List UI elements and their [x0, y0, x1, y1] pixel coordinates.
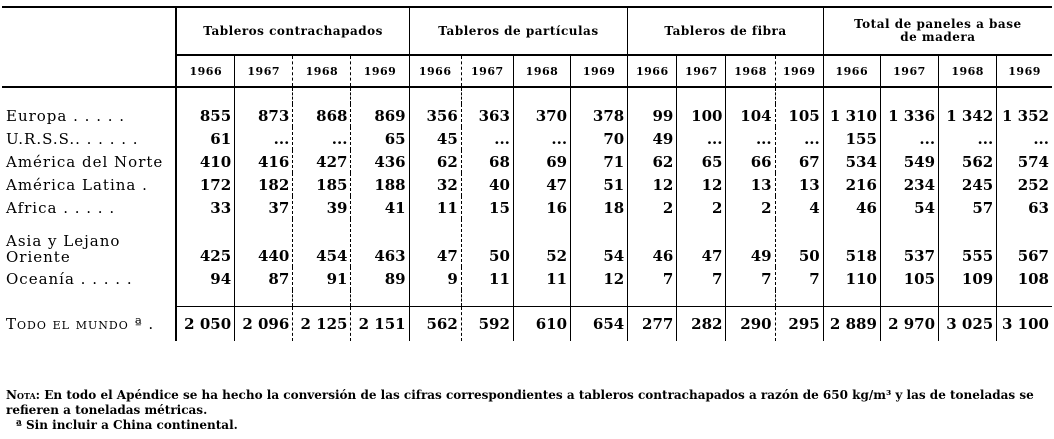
year-header: 1968 [293, 55, 351, 87]
nota-paragraph [6, 388, 1050, 418]
table-cell: 562 [409, 307, 461, 342]
year-header: 1969 [775, 55, 823, 87]
table-cell: 592 [461, 307, 513, 342]
table-cell: 4 [775, 196, 823, 219]
table-cell: 654 [571, 307, 628, 342]
table-cell: 40 [461, 173, 513, 196]
table-cell: 356 [409, 104, 461, 127]
spacer-cell [628, 290, 677, 307]
table-cell: 252 [997, 173, 1052, 196]
table-cell: ... [461, 127, 513, 150]
spacer-cell [775, 87, 823, 104]
total-label: Todo el mundo ª . [6, 314, 155, 333]
table-cell: 868 [293, 104, 351, 127]
table-cell: 425 [176, 219, 234, 267]
table-row [2, 267, 1052, 290]
table-cell: 65 [351, 127, 409, 150]
table-cell: 610 [513, 307, 570, 342]
table-cell: 99 [628, 104, 677, 127]
table-cell: 562 [939, 150, 997, 173]
table-cell: 2 096 [235, 307, 293, 342]
table-cell: 70 [571, 127, 628, 150]
year-header: 1968 [939, 55, 997, 87]
year-header: 1967 [235, 55, 293, 87]
table-cell: 51 [571, 173, 628, 196]
table-cell: 2 970 [880, 307, 938, 342]
spacer-cell [775, 290, 823, 307]
table-cell: 11 [461, 267, 513, 290]
region-label: América del Norte [6, 152, 164, 171]
table-cell: 1 310 [823, 104, 880, 127]
table-cell: 12 [571, 267, 628, 290]
table-cell: 91 [293, 267, 351, 290]
table-cell: 11 [409, 196, 461, 219]
table-cell: 463 [351, 219, 409, 267]
table-row [2, 127, 1052, 150]
table-cell: 3 100 [997, 307, 1052, 342]
spacer-cell [880, 87, 938, 104]
table-cell: 104 [726, 104, 775, 127]
table-cell: 50 [775, 219, 823, 267]
spacer-row [2, 290, 1052, 307]
table-cell: 57 [939, 196, 997, 219]
table-cell: 2 125 [293, 307, 351, 342]
year-header: 1966 [823, 55, 880, 87]
year-header: 1966 [409, 55, 461, 87]
table-cell: 1 342 [939, 104, 997, 127]
table-cell: 277 [628, 307, 677, 342]
table-row [2, 104, 1052, 127]
table-cell: 47 [513, 173, 570, 196]
table-cell: 537 [880, 219, 938, 267]
table-cell: 47 [409, 219, 461, 267]
table-cell: 574 [997, 150, 1052, 173]
table-cell: 2 [726, 196, 775, 219]
year-header: 1967 [461, 55, 513, 87]
table-cell: ... [235, 127, 293, 150]
group-header-total-paneles: Total de paneles a base de madera [823, 7, 1052, 55]
spacer-cell [939, 87, 997, 104]
table-cell: 12 [628, 173, 677, 196]
spacer-cell [2, 290, 176, 307]
table-cell: 518 [823, 219, 880, 267]
table-cell: 427 [293, 150, 351, 173]
total-row [2, 307, 1052, 342]
table-cell: 94 [176, 267, 234, 290]
table-row [2, 196, 1052, 219]
table-cell: 182 [235, 173, 293, 196]
table-cell: 54 [880, 196, 938, 219]
table-cell: 108 [997, 267, 1052, 290]
table-cell: 1 336 [880, 104, 938, 127]
table-cell: 33 [176, 196, 234, 219]
spacer-cell [409, 290, 461, 307]
spacer-cell [235, 87, 293, 104]
table-cell: 63 [997, 196, 1052, 219]
table-cell: ... [513, 127, 570, 150]
year-header: 1966 [176, 55, 234, 87]
table-cell: 2 [677, 196, 726, 219]
table-cell: 1 352 [997, 104, 1052, 127]
table-cell: 2 050 [176, 307, 234, 342]
year-header: 1969 [997, 55, 1052, 87]
table-cell: 109 [939, 267, 997, 290]
footnotes [6, 388, 1050, 433]
table-cell: 185 [293, 173, 351, 196]
table-cell: 216 [823, 173, 880, 196]
spacer-cell [461, 87, 513, 104]
table-cell: 13 [775, 173, 823, 196]
table-body [2, 87, 1052, 341]
year-header: 1966 [628, 55, 677, 87]
table-cell: 11 [513, 267, 570, 290]
table-cell: 47 [677, 219, 726, 267]
region-label: América Latina . [6, 175, 148, 194]
table-cell: 110 [823, 267, 880, 290]
table-cell: 45 [409, 127, 461, 150]
table-cell: 87 [235, 267, 293, 290]
table-cell: ... [677, 127, 726, 150]
table-cell: 46 [628, 219, 677, 267]
spacer-cell [997, 87, 1052, 104]
table-cell: 555 [939, 219, 997, 267]
table-row [2, 219, 1052, 267]
spacer-cell [823, 290, 880, 307]
table-cell: 234 [880, 173, 938, 196]
group-header-particulas: Tableros de partículas [409, 7, 628, 55]
table-cell: 295 [775, 307, 823, 342]
table-cell: 52 [513, 219, 570, 267]
header-blank-years [2, 55, 176, 87]
spacer-cell [513, 87, 570, 104]
spacer-cell [513, 290, 570, 307]
table-cell: 13 [726, 173, 775, 196]
region-label: Oceanía . . . . . [6, 269, 133, 288]
table-cell: 18 [571, 196, 628, 219]
table-cell: 245 [939, 173, 997, 196]
region-label: Africa . . . . . [6, 198, 116, 217]
nota-text: En todo el Apéndice se ha hecho la conversión de las cifras correspondientes a tableros contrachapados a razón de 650 kg/m³ y las de toneladas se refieren a toneladas métricas. [6, 388, 1034, 417]
table-cell: 3 025 [939, 307, 997, 342]
spacer-cell [628, 87, 677, 104]
table-cell: ... [775, 127, 823, 150]
year-header: 1967 [880, 55, 938, 87]
year-header: 1968 [726, 55, 775, 87]
table-cell: 454 [293, 219, 351, 267]
table-cell: 534 [823, 150, 880, 173]
spacer-row [2, 87, 1052, 104]
spacer-cell [880, 290, 938, 307]
year-header: 1969 [571, 55, 628, 87]
table-cell: 2 [628, 196, 677, 219]
spacer-cell [351, 290, 409, 307]
table-cell: 66 [726, 150, 775, 173]
spacer-cell [939, 290, 997, 307]
table-cell: 2 889 [823, 307, 880, 342]
spacer-cell [997, 290, 1052, 307]
table-cell: 69 [513, 150, 570, 173]
table-cell: 50 [461, 219, 513, 267]
table-cell: 549 [880, 150, 938, 173]
spacer-cell [677, 290, 726, 307]
table-cell: 873 [235, 104, 293, 127]
spacer-cell [823, 87, 880, 104]
table-cell: 416 [235, 150, 293, 173]
table-cell: 49 [628, 127, 677, 150]
table-cell: ... [880, 127, 938, 150]
spacer-cell [351, 87, 409, 104]
spacer-cell [571, 87, 628, 104]
spacer-cell [235, 290, 293, 307]
table-cell: 89 [351, 267, 409, 290]
table-cell: 378 [571, 104, 628, 127]
wood-panels-table [2, 6, 1052, 341]
table-cell: 7 [628, 267, 677, 290]
group-header-contrachapados: Tableros contrachapados [176, 7, 409, 55]
nota-label: Nota: [6, 388, 41, 402]
table-cell: 41 [351, 196, 409, 219]
table-cell: 290 [726, 307, 775, 342]
table-cell: 869 [351, 104, 409, 127]
table-cell: 67 [775, 150, 823, 173]
data-table-container [0, 6, 1054, 341]
table-cell: 15 [461, 196, 513, 219]
table-cell: 7 [726, 267, 775, 290]
table-cell: 363 [461, 104, 513, 127]
spacer-cell [293, 290, 351, 307]
table-cell: 37 [235, 196, 293, 219]
region-label: U.R.S.S.. . . . . . [6, 129, 139, 148]
table-cell: 172 [176, 173, 234, 196]
table-cell: 46 [823, 196, 880, 219]
table-cell: 370 [513, 104, 570, 127]
table-cell: 410 [176, 150, 234, 173]
spacer-cell [293, 87, 351, 104]
table-cell: 7 [677, 267, 726, 290]
table-cell: 2 151 [351, 307, 409, 342]
year-header: 1967 [677, 55, 726, 87]
table-cell: 567 [997, 219, 1052, 267]
table-cell: 7 [775, 267, 823, 290]
table-cell: 100 [677, 104, 726, 127]
spacer-cell [409, 87, 461, 104]
region-label: Asia y Lejano Oriente [6, 232, 121, 266]
table-cell: 68 [461, 150, 513, 173]
table-cell: 16 [513, 196, 570, 219]
table-cell: ... [997, 127, 1052, 150]
table-cell: 155 [823, 127, 880, 150]
table-cell: 62 [409, 150, 461, 173]
table-cell: 62 [628, 150, 677, 173]
footnote-a: ª Sin incluir a China continental. [16, 418, 238, 432]
header-blank [2, 7, 176, 55]
table-cell: ... [939, 127, 997, 150]
table-row [2, 150, 1052, 173]
spacer-cell [571, 290, 628, 307]
table-cell: 105 [880, 267, 938, 290]
year-header: 1968 [513, 55, 570, 87]
table-cell: 855 [176, 104, 234, 127]
year-header: 1969 [351, 55, 409, 87]
table-cell: 12 [677, 173, 726, 196]
table-cell: 282 [677, 307, 726, 342]
table-cell: 65 [677, 150, 726, 173]
spacer-cell [176, 290, 234, 307]
table-cell: 49 [726, 219, 775, 267]
table-cell: ... [726, 127, 775, 150]
table-cell: 436 [351, 150, 409, 173]
table-cell: 61 [176, 127, 234, 150]
table-cell: 188 [351, 173, 409, 196]
spacer-cell [2, 87, 176, 104]
table-cell: 32 [409, 173, 461, 196]
table-cell: 440 [235, 219, 293, 267]
spacer-cell [176, 87, 234, 104]
spacer-cell [461, 290, 513, 307]
table-row [2, 173, 1052, 196]
spacer-cell [726, 87, 775, 104]
region-label: Europa . . . . . [6, 106, 126, 125]
table-cell: ... [293, 127, 351, 150]
table-cell: 9 [409, 267, 461, 290]
table-cell: 54 [571, 219, 628, 267]
spacer-cell [677, 87, 726, 104]
table-cell: 39 [293, 196, 351, 219]
spacer-cell [726, 290, 775, 307]
table-cell: 71 [571, 150, 628, 173]
group-header-fibra: Tableros de fibra [628, 7, 824, 55]
table-cell: 105 [775, 104, 823, 127]
